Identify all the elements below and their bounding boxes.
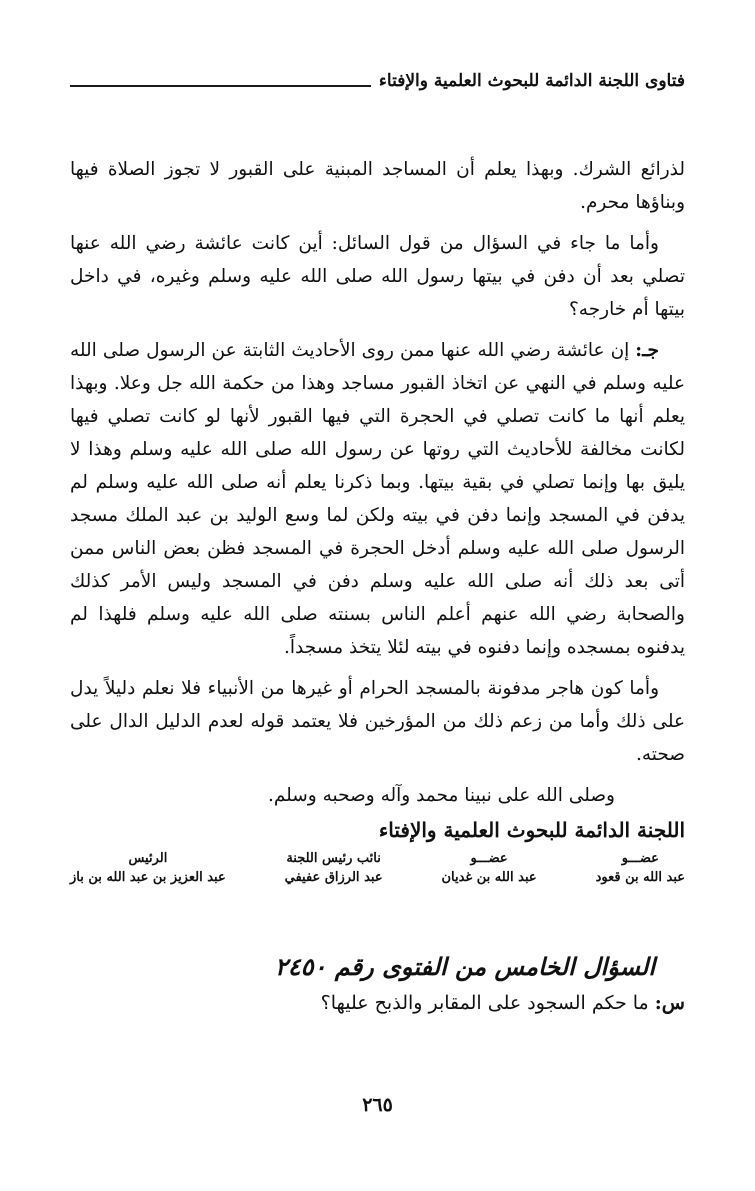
paragraph-3 (70, 334, 685, 664)
signature-name: عبد العزيز بن عبد الله بن باز (70, 870, 226, 885)
paragraph-2: وأما ما جاء في السؤال من قول السائل: أين كانت عائشة رضي الله عنها تصلي بعد أن دفن في بيتها رسول الله صلى الله عليه وسلم وغيره، في داخل بيتها أم خارجه؟ (70, 233, 685, 320)
signature-name: عبد الله بن غديان (441, 870, 537, 885)
committee-name: اللجنة الدائمة للبحوث العلمية والإفتاء (378, 818, 685, 842)
signature-block (70, 849, 685, 887)
page-number: ٢٦٥ (362, 1094, 393, 1116)
signature-member-2 (441, 849, 536, 887)
signature-role: عضـــو (621, 851, 659, 866)
main-text (70, 153, 685, 887)
paragraph-4: وأما كون هاجر مدفونة بالمسجد الحرام أو غيرها من الأنبياء فلا نعلم دليلاً يدل على ذلك وأما من زعم ذلك من المؤرخين فلا يعتمد قوله لعدم الدليل الدال على صحته. (70, 678, 685, 765)
paragraph-1: لذرائع الشرك. وبهذا يعلم أن المساجد المبنية على القبور لا تجوز الصلاة فيها وبناؤها محرم. (70, 159, 685, 213)
signature-role: عضـــو (470, 851, 508, 866)
next-question-heading: السؤال الخامس من الفتوى رقم ٢٤٥٠ (274, 952, 655, 981)
answer-text: إن عائشة رضي الله عنها ممن روى الأحاديث الثابتة عن الرسول صلى الله عليه وسلم في النهي عن اتخاذ القبور مساجد وهذا من حكمة الله جل وعلا. وبهذا يعلم أنها ما كانت تصلي في الحجرة التي فيها القبور لأنها لو كانت تصلي فيها لكانت مخالفة للأحاديث التي روتها عن رسول الله صلى الله عليه وسلم وهذا لا يليق بها وإنما تصلي في بقية بيتها. وبما ذكرنا يعلم أنه صلى الله عليه وسلم لم يدفن في المسجد وإنما دفن في بيته ولكن لما وسع الوليد بن عبد الملك مسجد الرسول صلى الله عليه وسلم أدخل الحجرة في المسجد فظن بعض الناس ممن أتى بعد ذلك أنه صلى الله عليه وسلم دفن في المسجد وليس الأمر كذلك والصحابة رضي الله عنهم أعلم الناس بسنته صلى الله عليه وسلم فلهذا لم يدفنوه بمسجده وإنما دفنوه في بيته لئلا يتخذ مسجداً. (70, 340, 685, 658)
question-text: ما حكم السجود على المقابر والذبح عليها؟ (320, 992, 649, 1014)
question-label: س: (654, 992, 685, 1014)
answer-label: جـ: (635, 340, 659, 361)
signature-member-1 (596, 849, 685, 887)
header-title: فتاوى اللجنة الدائمة للبحوث العلمية والإفتاء (378, 71, 685, 91)
signature-role: نائب رئيس اللجنة (286, 851, 381, 866)
header-rule (70, 85, 371, 87)
signature-role: الرئيس (128, 851, 168, 866)
closing-line: وصلى الله على نبينا محمد وآله وصحبه وسلم. (267, 785, 615, 806)
signature-vice-chair (285, 849, 383, 887)
signature-chair (70, 849, 226, 887)
signature-name: عبد الله بن قعود (595, 870, 685, 885)
running-header (70, 64, 685, 98)
next-question (321, 992, 685, 1014)
signature-name: عبد الرزاق عفيفي (284, 870, 383, 885)
